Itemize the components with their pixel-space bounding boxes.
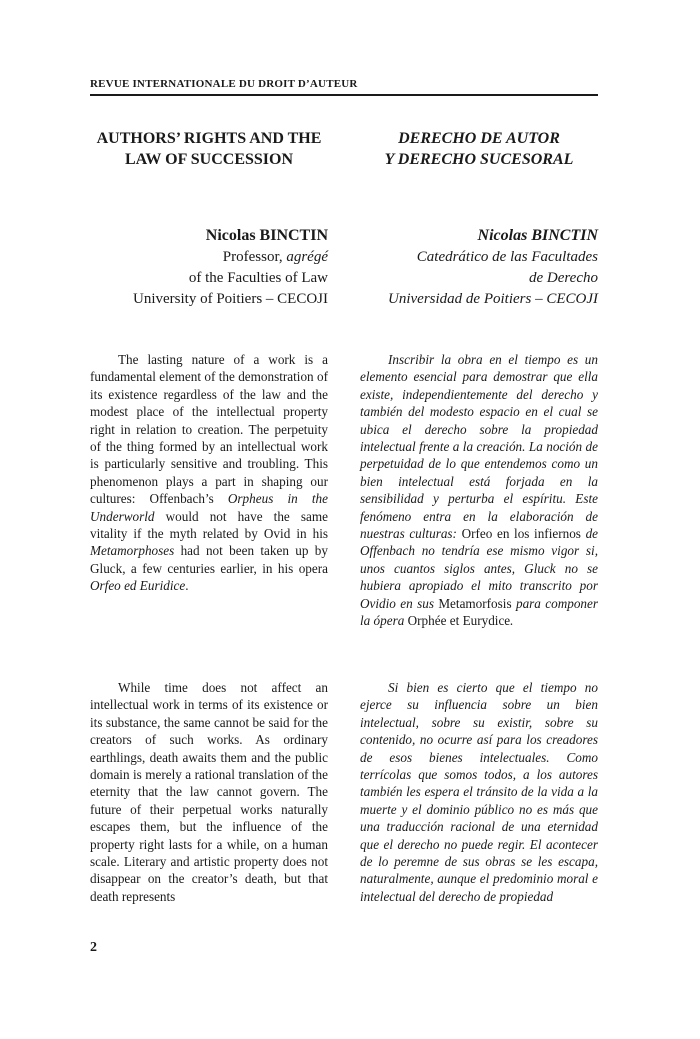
paragraph-2-spanish: Si bien es cierto que el tiempo no ejerce su influencia sobre un bien intelectual, sobre su existir, sobre su contenido, no ocurre así para los creadores de esos bienes intelectuales. Como terrícolas que somos todos, a los autores también les espera el tránsito de la vida a la muerte y el dominio público no es más que una traducción racional de una eternidad que el derecho no puede regir. El acontecer de lo peremne de sus obras se les escapa, naturalmente, aunque el predominio moral e intelectual del derecho de propiedad [360, 680, 598, 904]
paragraph-1-spanish: Inscribir la obra en el tiempo es un elemento esencial para demostrar que ella existe, independientemente del derecho y también del modesto espacio en el cual se ubica el derecho sobre la propiedad intelectual frente a la creación. La noción de perpetuidad de lo que entendemos como un bien intelectual está forjada en la sensibilidad y perturba el espíritu. Este fenómeno entra en la elaboración de nuestras culturas: Orfeo en los infiernos de Offenbach no tendría ese mismo vigor si, unos cuantos siglos antes, Gluck no se hubiera apropiado el mito transcrito por Ovidio en sus Metamorfosis para componer la ópera Orphée et Eurydice. [360, 352, 599, 629]
title-english [90, 128, 328, 170]
byline-spanish [360, 225, 598, 310]
title-spanish [360, 128, 598, 170]
running-head: REVUE INTERNATIONALE DU DROIT D’AUTEUR [90, 78, 358, 90]
title-english-line2: LAW OF SUCCESSION [124, 151, 294, 168]
affiliation-line2-english: of the Faculties of Law [188, 270, 328, 286]
paragraph-2-english: While time does not affect an intellectual work in terms of its existence or its substance, the same cannot be said for the creators of such works. As ordinary earthlings, death awaits them and the public domain is merely a rational translation of the eternity that the law cannot govern. The future of their perpetual works naturally escapes them, but the influence of the property right lasts for a while, on a human scale. Literary and artistic property does not disappear on the creator’s death, but that death represents [90, 680, 328, 904]
author-name-english: Nicolas BINCTIN [205, 227, 328, 244]
page-number: 2 [90, 940, 97, 955]
author-name-spanish: Nicolas BINCTIN [477, 227, 598, 244]
affiliation-line1-english: Professor, agrégé [222, 249, 328, 265]
header-rule [90, 94, 598, 96]
byline-english [90, 225, 328, 310]
title-spanish-line2: Y DERECHO SUCESORAL [384, 151, 574, 168]
title-spanish-line1: DERECHO DE AUTOR [398, 130, 560, 147]
affiliation-line1-spanish: Catedrático de las Facultades [416, 249, 598, 265]
affiliation-line3-english: University of Poitiers – CECOJI [133, 291, 328, 307]
paragraph-1-english: The lasting nature of a work is a fundamental element of the demonstration of its existence regardless of the law and the modest place of the intellectual property right in relation to creation. The perpetuity of the thing formed by an intellectual work is particularly sensitive and troubling. This phenomenon plays a part in shaping our cultures: Offenbach’s Orpheus in the Underworld would not have the same vitality if the myth related by Ovid in his Metamorphoses had not been taken up by Gluck, a few centuries earlier, in his opera Orfeo ed Euridice. [90, 352, 328, 594]
affiliation-line3-spanish: Universidad de Poitiers – CECOJI [388, 291, 598, 307]
affiliation-line2-spanish: de Derecho [529, 270, 598, 286]
title-english-line1: AUTHORS’ RIGHTS AND THE [96, 130, 322, 147]
